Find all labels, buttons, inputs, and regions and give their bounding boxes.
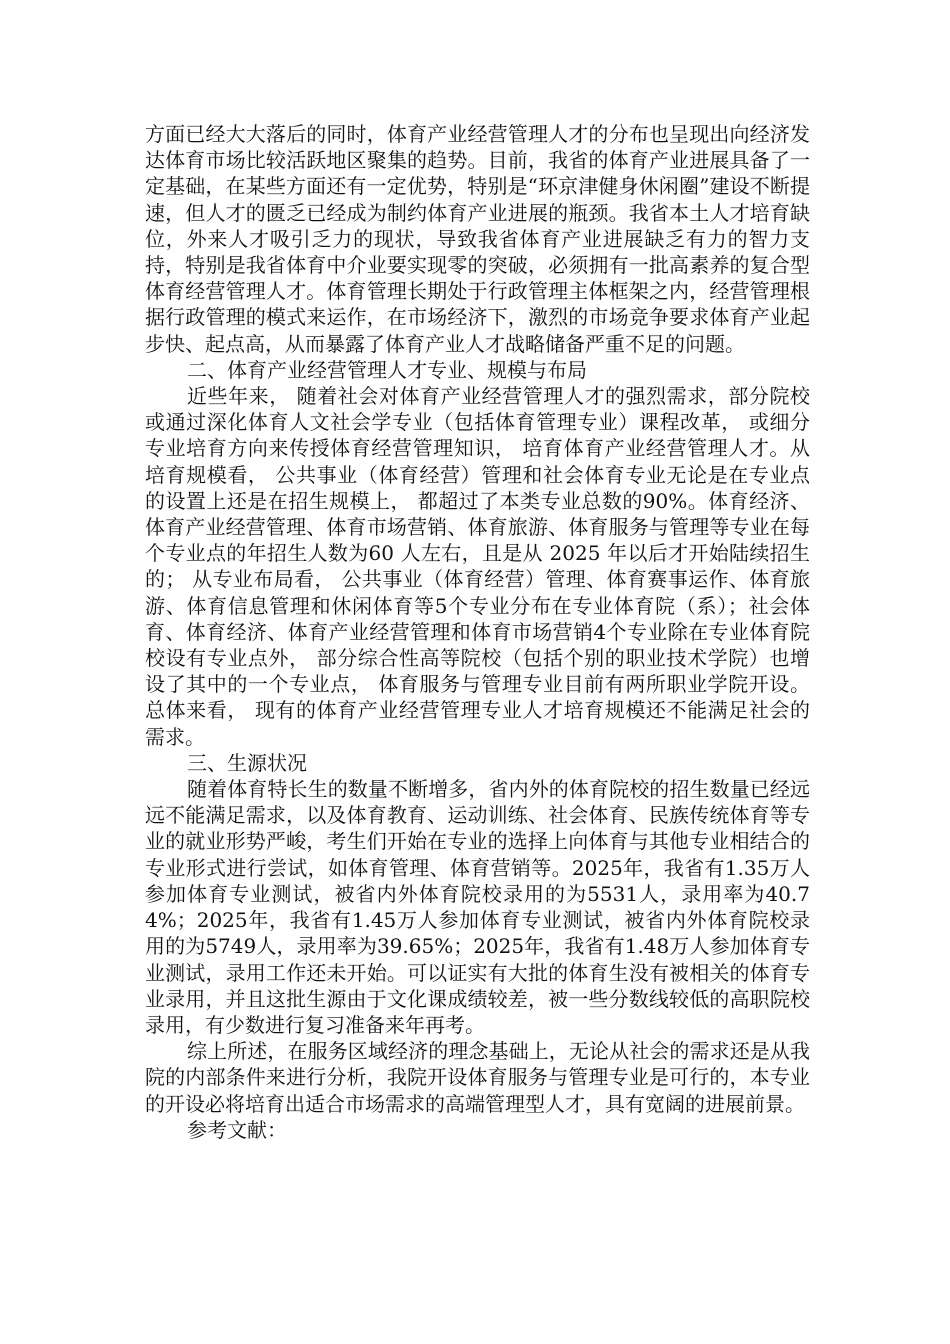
paragraph-scale-layout: 近些年来， 随着社会对体育产业经营管理人才的强烈需求，部分院校或通过深化体育人文社会学专业（包括体育管理专业）课程改革， 或细分专业培育方向来传授体育经营管理知识， 培育体育产业经营管理人才。从培育规模看， 公共事业（体育经营）管理和社会体育专业无论是在专业点的设置上还是在招生规模上， 都超过了本类专业总数的90%。体育经济、体育产业经营管理、体育市场营销、体育旅游、体育服务与管理等专业在每个专业点的年招生人数为60 人左右，且是从 2025 年以后才开始陆续招生的； 从专业布局看， 公共事业（体育经营）管理、体育赛事运作、体育旅游、体育信息管理和休闲体育等5个专业分布在专业体育院（系）；社会体育、体育经济、体育产业经营管理和体育市场营销4个专业除在专业体育院校设有专业点外， 部分综合性高等院校（包括个别的职业技术学院）也增设了其中的一个专业点， 体育服务与管理专业目前有两所职业学院开设。总体来看， 现有的体育产业经营管理专业人才培育规模还不能满足社会的需求。 (145, 384, 810, 749)
document-body (145, 121, 810, 1143)
references-heading: 参考文献： (187, 1117, 287, 1142)
paragraph-student-sources: 随着体育特长生的数量不断增多，省内外的体育院校的招生数量已经远远不能满足需求，以及体育教育、运动训练、社会体育、民族传统体育等专业的就业形势严峻，考生们开始在专业的选择上向体育与其他专业相结合的专业形式进行尝试，如体育管理、体育营销等。2025年，我省有1.35万人参加体育专业测试，被省内外体育院校录用的为5531人，录用率为40.74%；2025年，我省有1.45万人参加体育专业测试，被省内外体育院校录用的为5749人，录用率为39.65%；2025年，我省有1.48万人参加体育专业测试，录用工作还未开始。可以证实有大批的体育生没有被相关的体育专业录用，并且这批生源由于文化课成绩较差，被一些分数线较低的高职院校录用，有少数进行复习准备来年再考。 (145, 777, 810, 1037)
paragraph-conclusion: 综上所述，在服务区域经济的理念基础上，无论从社会的需求还是从我院的内部条件来进行分析，我院开设体育服务与管理专业是可行的，本专业的开设必将培育出适合市场需求的高端管理型人才，具有宽阔的进展前景。 (145, 1039, 810, 1116)
section-heading-2: 二、体育产业经营管理人才专业、规模与布局 (187, 357, 587, 382)
section-heading-3: 三、生源状况 (187, 750, 307, 775)
paragraph-talent-distribution: 方面已经大大落后的同时，体育产业经营管理人才的分布也呈现出向经济发达体育市场比较活跃地区聚集的趋势。目前，我省的体育产业进展具备了一定基础，在某些方面还有一定优势，特别是“环京津健身休闲圈”建设不断提速，但人才的匮乏已经成为制约体育产业进展的瓶颈。我省本土人才培育缺位，外来人才吸引乏力的现状，导致我省体育产业进展缺乏有力的智力支持，特别是我省体育中介业要实现零的突破，必须拥有一批高素养的复合型体育经营管理人才。体育管理长期处于行政管理主体框架之内，经营管理根据行政管理的模式来运作，在市场经济下，激烈的市场竞争要求体育产业起步快、起点高，从而暴露了体育产业人才战略储备严重不足的问题。 (145, 122, 810, 356)
